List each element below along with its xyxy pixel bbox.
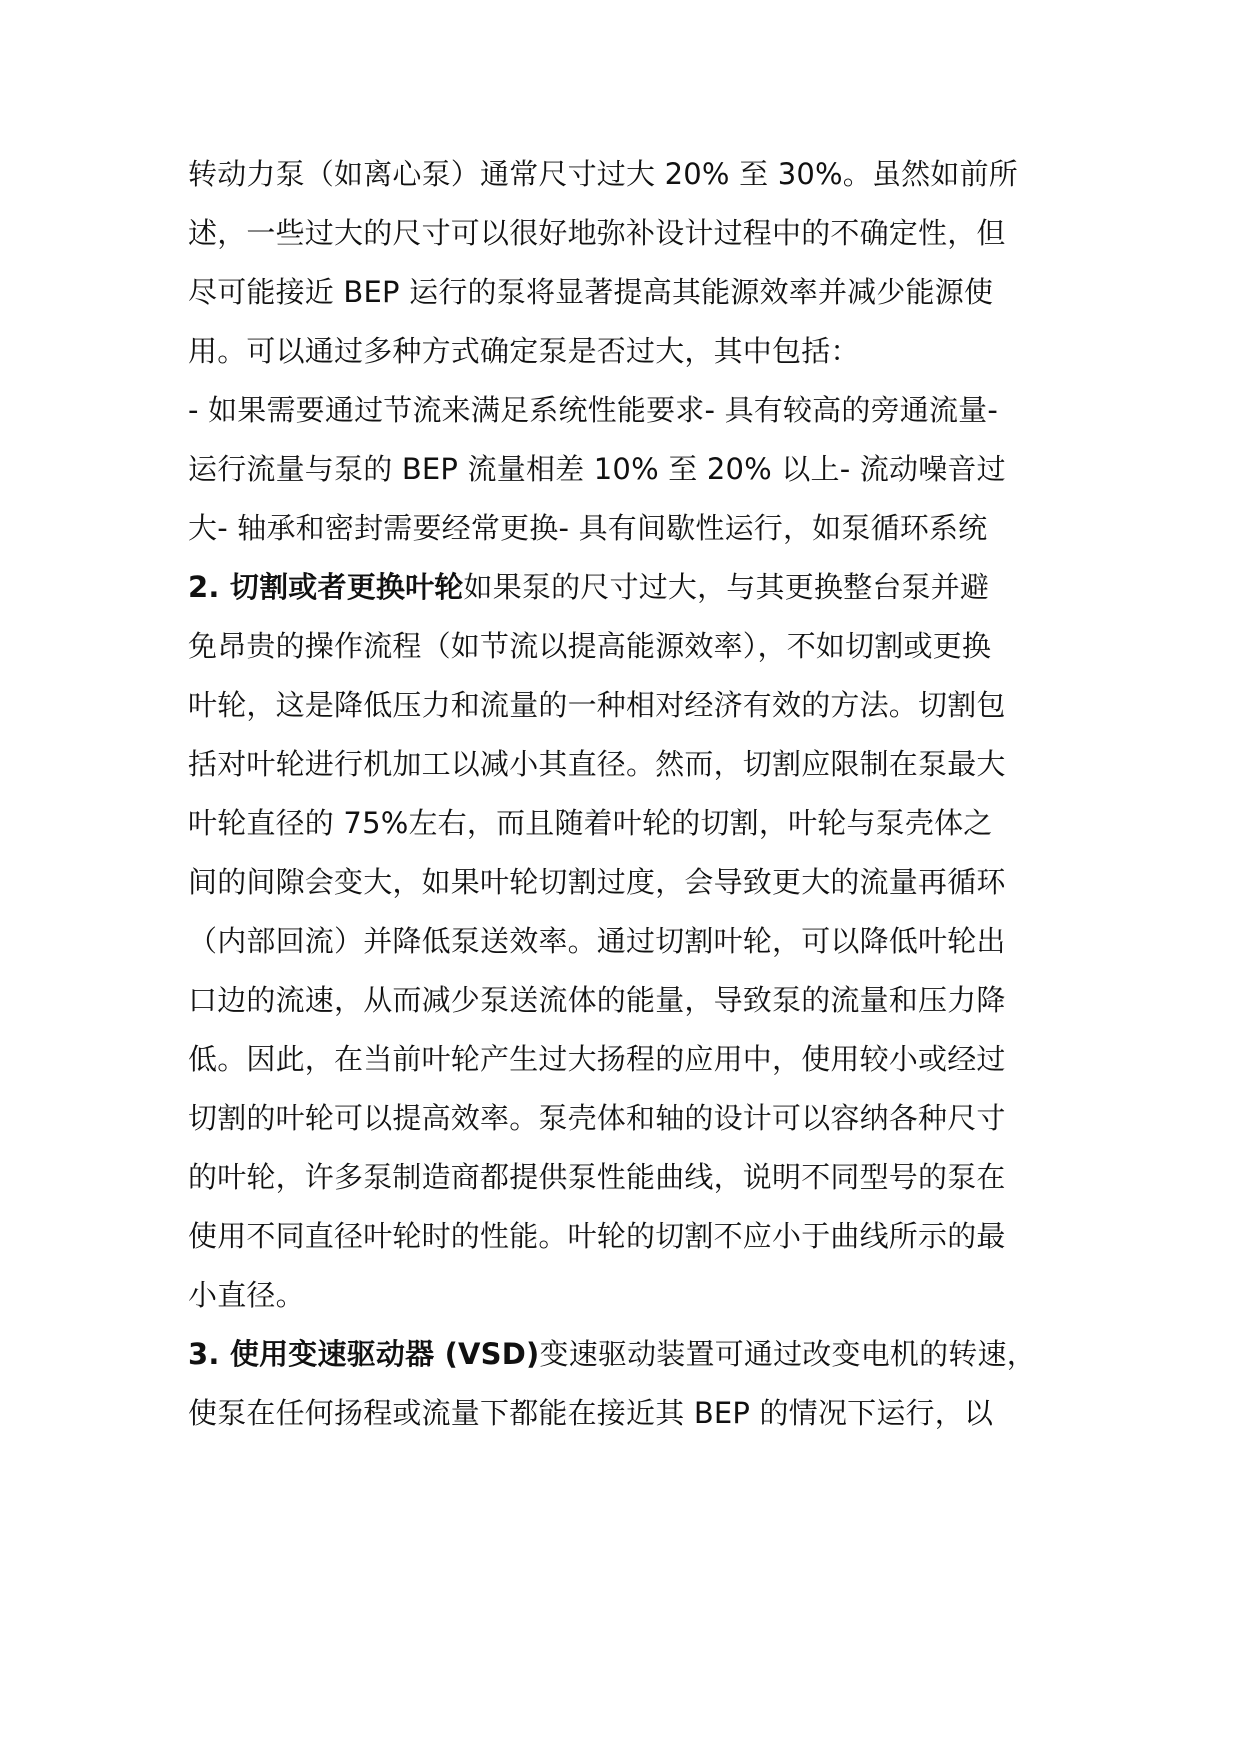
text-line: 的叶轮，许多泵制造商都提供泵性能曲线，说明不同型号的泵在	[188, 1160, 1006, 1194]
text-line: 括对叶轮进行机加工以减小其直径。然而，切割应限制在泵最大	[188, 747, 1006, 781]
text-line: - 如果需要通过节流来满足系统性能要求- 具有较高的旁通流量-	[188, 393, 999, 427]
text-line: 述，一些过大的尺寸可以很好地弥补设计过程中的不确定性，但	[188, 216, 1006, 250]
text-line: 运行流量与泵的 BEP 流量相差 10% 至 20% 以上- 流动噪音过	[188, 452, 1006, 486]
section-heading: 2. 切割或者更换叶轮	[188, 570, 464, 604]
text-line: 叶轮直径的 75%左右，而且随着叶轮的切割，叶轮与泵壳体之	[188, 806, 993, 840]
text-line: 使泵在任何扬程或流量下都能在接近其 BEP 的情况下运行，以	[188, 1396, 994, 1430]
text-span: 变速驱动装置可通过改变电机的转速，	[539, 1337, 1036, 1371]
section-heading-line	[188, 567, 1068, 607]
text-line: 间的间隙会变大，如果叶轮切割过度，会导致更大的流量再循环	[188, 865, 1006, 899]
text-line: 免昂贵的操作流程（如节流以提高能源效率），不如切割或更换	[188, 629, 992, 663]
text-line: 小直径。	[188, 1278, 305, 1312]
text-line: 切割的叶轮可以提高效率。泵壳体和轴的设计可以容纳各种尺寸	[188, 1101, 1006, 1135]
text-line: 叶轮，这是降低压力和流量的一种相对经济有效的方法。切割包	[188, 688, 1006, 722]
text-line: （内部回流）并降低泵送效率。通过切割叶轮，可以降低叶轮出	[188, 924, 1006, 958]
text-line: 转动力泵（如离心泵）通常尺寸过大 20% 至 30%。虽然如前所	[188, 157, 1018, 191]
text-line: 用。可以通过多种方式确定泵是否过大，其中包括：	[188, 334, 860, 368]
text-line: 尽可能接近 BEP 运行的泵将显著提高其能源效率并减少能源使	[188, 275, 994, 309]
section-heading-line	[188, 1334, 1068, 1374]
text-line: 使用不同直径叶轮时的性能。叶轮的切割不应小于曲线所示的最	[188, 1219, 1006, 1253]
text-line: 大- 轴承和密封需要经常更换- 具有间歇性运行，如泵循环系统	[188, 511, 988, 545]
text-line: 口边的流速，从而减少泵送流体的能量，导致泵的流量和压力降	[188, 983, 1006, 1017]
text-line: 低。因此，在当前叶轮产生过大扬程的应用中，使用较小或经过	[188, 1042, 1006, 1076]
section-heading: 3. 使用变速驱动器 (VSD)	[188, 1337, 540, 1371]
text-span: 如果泵的尺寸过大，与其更换整台泵并避	[463, 570, 990, 604]
